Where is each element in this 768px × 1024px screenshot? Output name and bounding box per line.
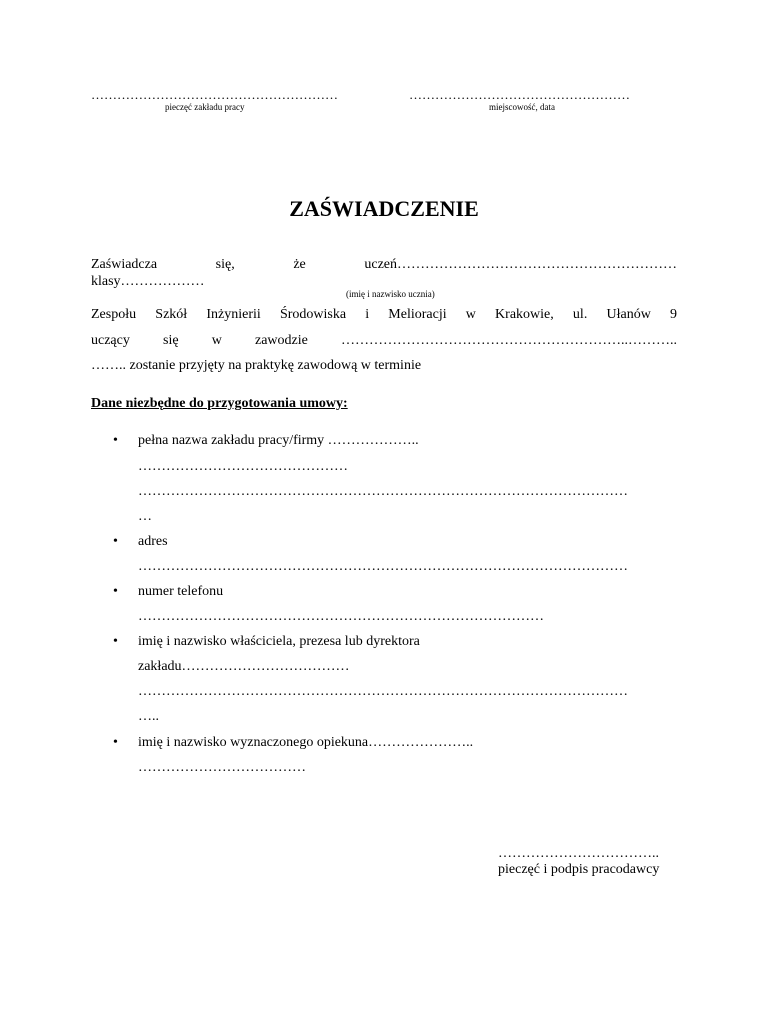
item-company-name: pełna nazwa zakładu pracy/firmy ……………….. <box>138 433 419 448</box>
school-line: Zespołu Szkół Inżynierii Środowiska i Melioracji w Krakowie, ul. Ułanów 9 <box>91 307 677 322</box>
item-phone-dots: …………………………………………………………………………… <box>138 609 544 624</box>
item-owner-dots-2: …………………………………………………………………………………………… <box>138 684 628 699</box>
company-stamp-caption: pieczęć zakładu pracy <box>165 102 245 112</box>
item-owner-dots: zakładu……………………………… <box>138 659 350 674</box>
practice-line: …….. zostanie przyjęty na praktykę zawodową w terminie <box>91 358 422 373</box>
profession-line: uczący się w zawodzie ……………………………………………………..……….. <box>91 333 677 348</box>
company-stamp-dots: ………………………………………………… <box>91 87 338 102</box>
bullet-icon: • <box>113 433 118 448</box>
item-mentor: imię i nazwisko wyznaczonego opiekuna………………….. <box>138 735 474 750</box>
bullet-icon: • <box>113 584 118 599</box>
item-owner-dots-3: ….. <box>138 709 159 724</box>
document-title: ZAŚWIADCZENIE <box>289 196 479 221</box>
bullet-icon: • <box>113 735 118 750</box>
item-company-name-dots-2: …………………………………………………………………………………………… <box>138 484 628 499</box>
intro-word-1: Zaświadcza <box>91 257 158 272</box>
student-name-caption: (imię i nazwisko ucznia) <box>346 289 435 299</box>
item-mentor-dots: ……………………………… <box>138 760 306 775</box>
intro-word-4: uczeń…………………………………………………… <box>364 257 678 272</box>
intro-line <box>91 257 677 273</box>
intro-word-2: się, <box>215 257 235 272</box>
section-heading: Dane niezbędne do przygotowania umowy: <box>91 396 348 411</box>
bullet-icon: • <box>113 534 118 549</box>
bullet-icon: • <box>113 634 118 649</box>
class-field: klasy……………… <box>91 274 205 289</box>
item-company-name-dots: ……………………………………… <box>138 459 348 474</box>
item-address: adres <box>138 534 168 549</box>
intro-word-3: że <box>293 257 306 272</box>
signature-label: pieczęć i podpis pracodawcy <box>498 862 660 877</box>
place-date-caption: miejscowość, data <box>489 102 555 112</box>
item-address-dots: …………………………………………………………………………………………… <box>138 559 628 574</box>
place-date-dots: …………………………………………… <box>409 87 630 102</box>
signature-dots: …………………………….. <box>498 846 659 861</box>
item-company-name-dots-3: … <box>138 509 152 524</box>
item-owner: imię i nazwisko właściciela, prezesa lub dyrektora <box>138 634 420 649</box>
item-phone: numer telefonu <box>138 584 224 599</box>
